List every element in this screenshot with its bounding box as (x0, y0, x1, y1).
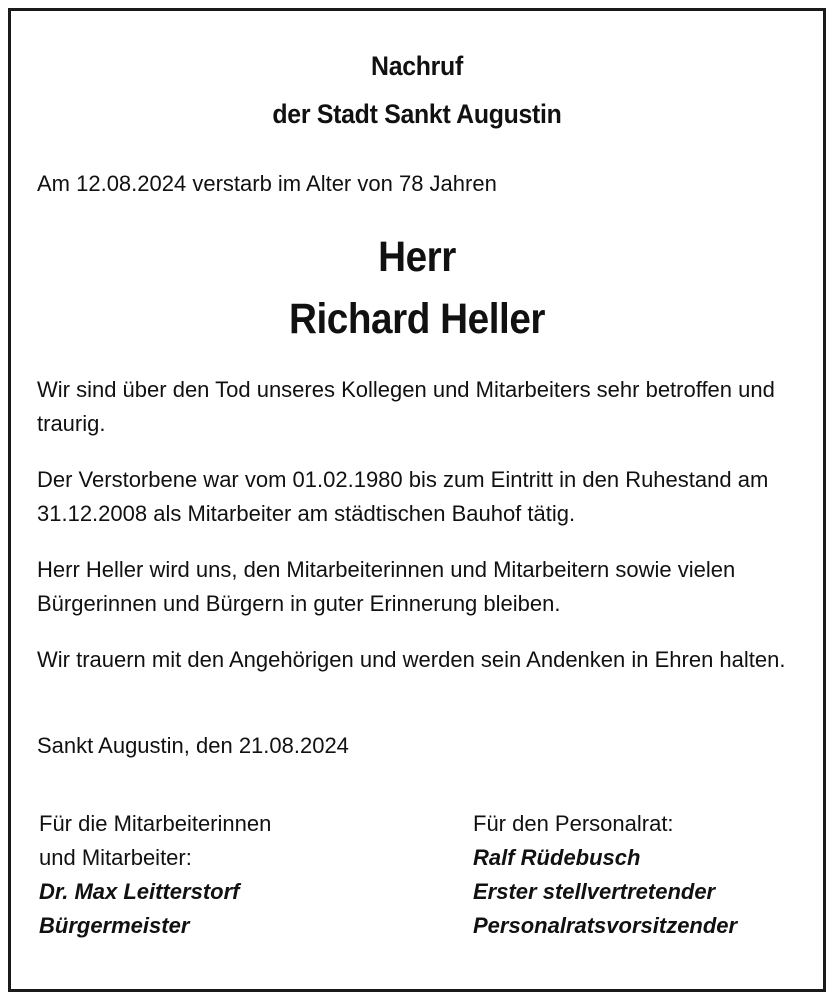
paragraph-employment: Der Verstorbene war vom 01.02.1980 bis zum Eintritt in den Ruhestand am 31.12.2008 als Mitarbeiter am städtischen Bauhof tätig. (37, 467, 769, 526)
signature-left-name: Dr. Max Leitterstorf (39, 879, 240, 904)
intro-text: Am 12.08.2024 verstarb im Alter von 78 Jahren (37, 171, 497, 196)
paragraph-condolence: Wir sind über den Tod unseres Kollegen und Mitarbeiters sehr betroffen und traurig. (37, 377, 775, 436)
signature-block-left (39, 807, 271, 943)
signature-right-role-line1: Für den Personalrat: (473, 811, 674, 836)
signature-left-role-line2: und Mitarbeiter: (39, 845, 192, 870)
header-title: Nachruf (371, 51, 463, 81)
signature-left-title: Bürgermeister (39, 913, 190, 938)
obituary-frame (8, 8, 826, 992)
place-date: Sankt Augustin, den 21.08.2024 (37, 733, 349, 758)
paragraph-remembrance: Herr Heller wird uns, den Mitarbeiterinnen und Mitarbeitern sowie vielen Bürgerinnen und Bürgern in guter Erinnerung bleiben. (37, 557, 736, 616)
signature-right-title-line2: Personalratsvorsitzender (473, 913, 738, 938)
signature-block-right (473, 807, 737, 943)
signature-right-title-line1: Erster stellvertretender (473, 879, 716, 904)
deceased-salutation: Herr (378, 233, 456, 281)
paragraph-mourning: Wir trauern mit den Angehörigen und werden sein Andenken in Ehren halten. (37, 647, 786, 672)
signature-left-role-line1: Für die Mitarbeiterinnen (39, 811, 272, 836)
signature-right-name: Ralf Rüdebusch (473, 845, 641, 870)
header-subtitle: der Stadt Sankt Augustin (272, 99, 562, 129)
deceased-name: Richard Heller (288, 295, 546, 343)
